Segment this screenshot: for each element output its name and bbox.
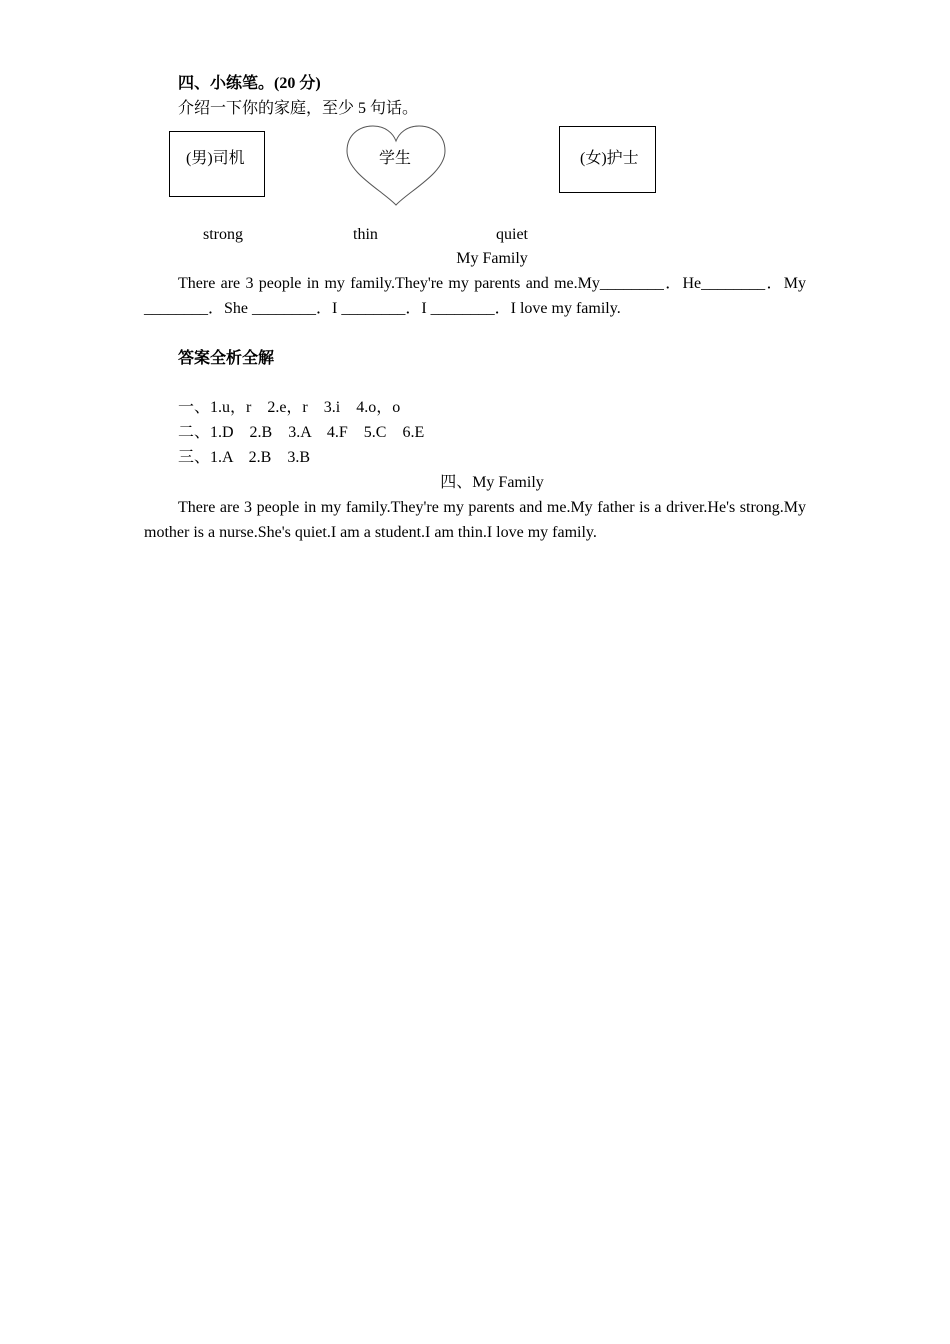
answer-line-1: 一、1.u，r 2.e，r 3.i 4.o，o	[178, 399, 401, 416]
answers-heading: 答案全析全解	[178, 350, 275, 367]
answer-line-2: 二、1.D 2.B 3.A 4.F 5.C 6.E	[178, 424, 425, 441]
nurse-box-label: (女)护士	[580, 150, 639, 167]
answer-essay-text: There are 3 people in my family.They're my parents and me.My father is a driver.He's strong.My mother is a nurse.She's quiet.I am a student.I am thin.I love my family.	[144, 499, 806, 541]
adjective-strong: strong	[203, 226, 243, 243]
answer-line-3: 三、1.A 2.B 3.B	[178, 449, 311, 466]
heart-label: 学生	[379, 150, 412, 167]
essay-title: My Family	[456, 250, 528, 267]
essay-template: There are 3 people in my family.They're my parents and me.My________．He________．My ________．She ________．I ________．I ________．I love my family.	[144, 275, 806, 317]
answer-essay-title: 四、My Family	[440, 474, 544, 491]
section-instruction: 介绍一下你的家庭，至少 5 句话。	[178, 100, 419, 117]
adjective-thin: thin	[353, 226, 378, 243]
adjective-quiet: quiet	[496, 226, 528, 243]
driver-box-label: (男)司机	[186, 150, 245, 167]
section-heading: 四、小练笔。(20 分)	[178, 75, 321, 92]
